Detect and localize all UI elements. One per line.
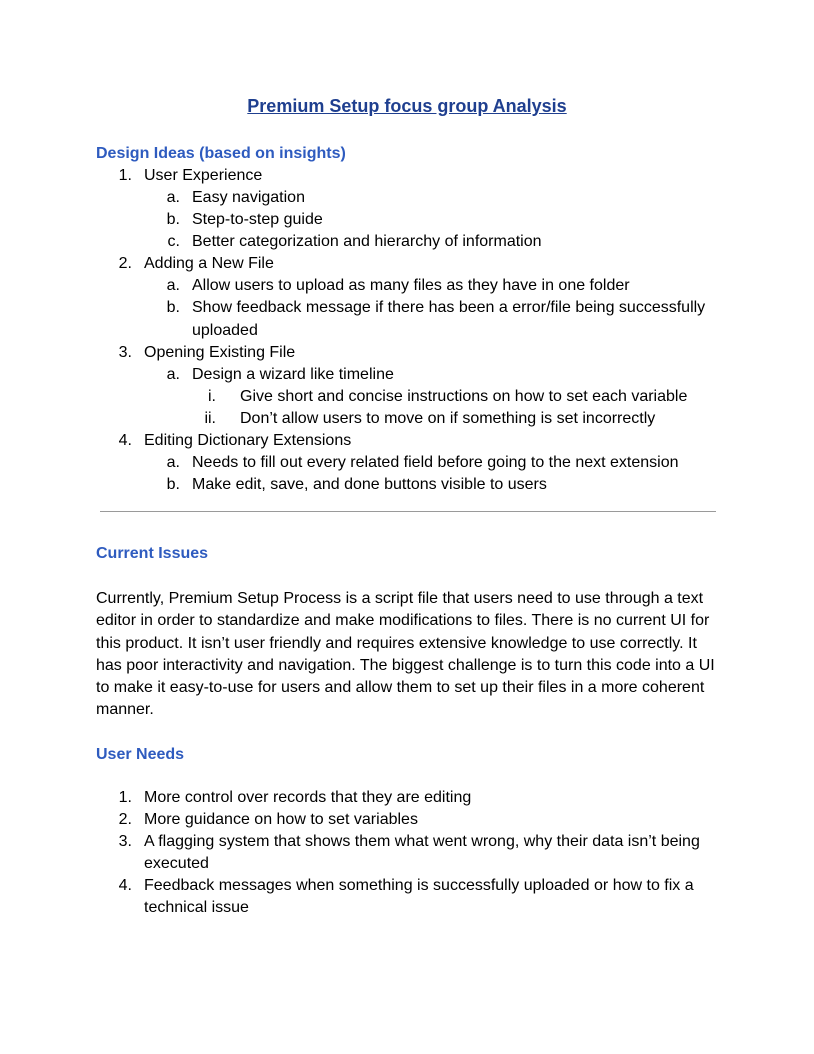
page-title: Premium Setup focus group Analysis xyxy=(247,96,567,116)
design-ideas-heading: Design Ideas (based on insights) xyxy=(96,145,346,162)
current-issues-paragraph: Currently, Premium Setup Process is a script file that users need to use through a text editor in order to standardize and make modifications to files. There is no current UI for this product. It isn’t user friendly and requires extensive knowledge to use correctly. It has poor interactivity and navigation. The biggest challenge is to turn this code into a UI to make it easy-to-use for users and allow them to set up their files in a more coherent manner. xyxy=(96,590,715,719)
user-needs-heading: User Needs xyxy=(96,746,185,763)
current-issues-heading: Current Issues xyxy=(96,545,209,562)
horizontal-divider xyxy=(100,511,716,512)
